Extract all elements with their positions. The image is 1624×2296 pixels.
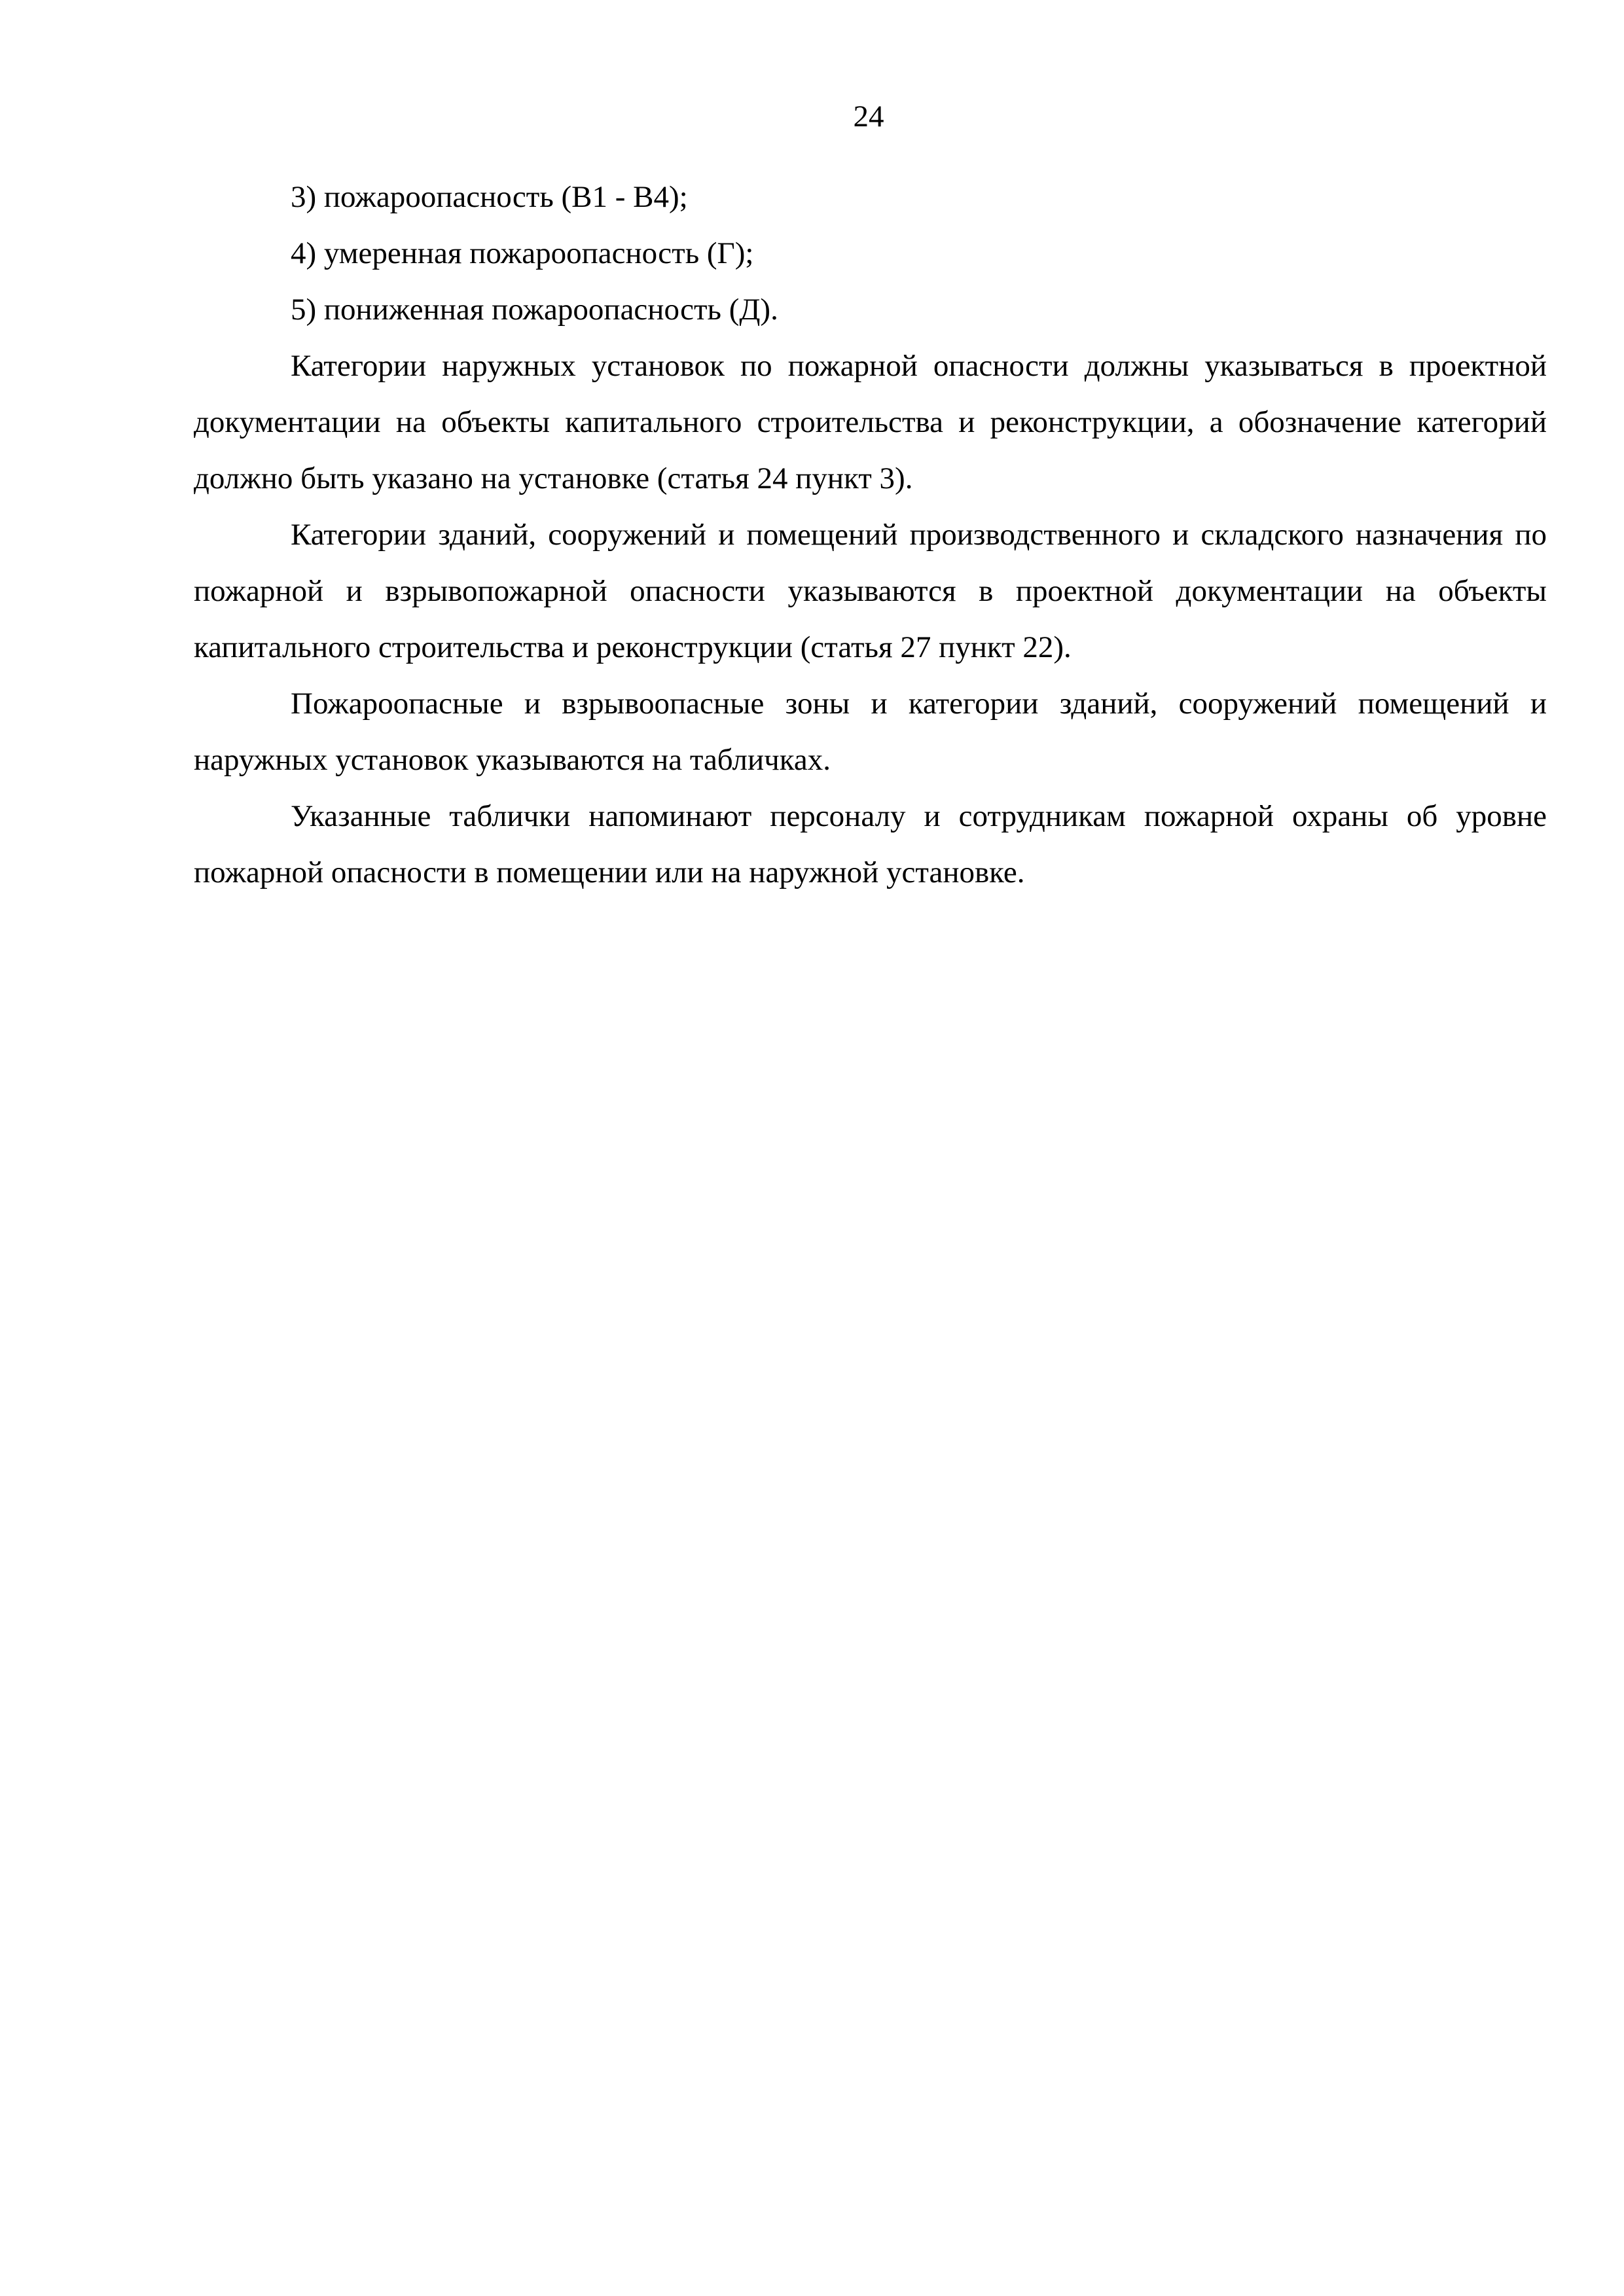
list-item-5: 5) пониженная пожароопасность (Д). [291, 293, 778, 327]
paragraph-zones-signs: Пожароопасные и взрывоопасные зоны и категории зданий, сооружений помещений и наружных установок указываются на табличках. [194, 687, 1547, 777]
paragraph-buildings-categories: Категории зданий, сооружений и помещений производственного и складского назначения по пожарной и взрывопожарной опасности указываются в проектной документации на объекты капитального строительства и реконструкции (статья 27 пункт 22). [194, 518, 1547, 664]
paragraph-outdoor-installations: Категории наружных установок по пожарной опасности должны указываться в проектной документации на объекты капитального строительства и реконструкции, а обозначение категорий должно быть указано на установке (статья 24 пункт 3). [194, 349, 1547, 495]
list-item-4: 4) умеренная пожароопасность (Г); [291, 236, 754, 270]
body-text [194, 169, 1547, 901]
page-number: 24 [853, 99, 884, 134]
paragraph-signs-purpose: Указанные таблички напоминают персоналу и сотрудникам пожарной охраны об уровне пожарной опасности в помещении или на наружной установке. [194, 799, 1547, 889]
list-item-3: 3) пожароопасность (В1 - В4); [291, 180, 688, 214]
